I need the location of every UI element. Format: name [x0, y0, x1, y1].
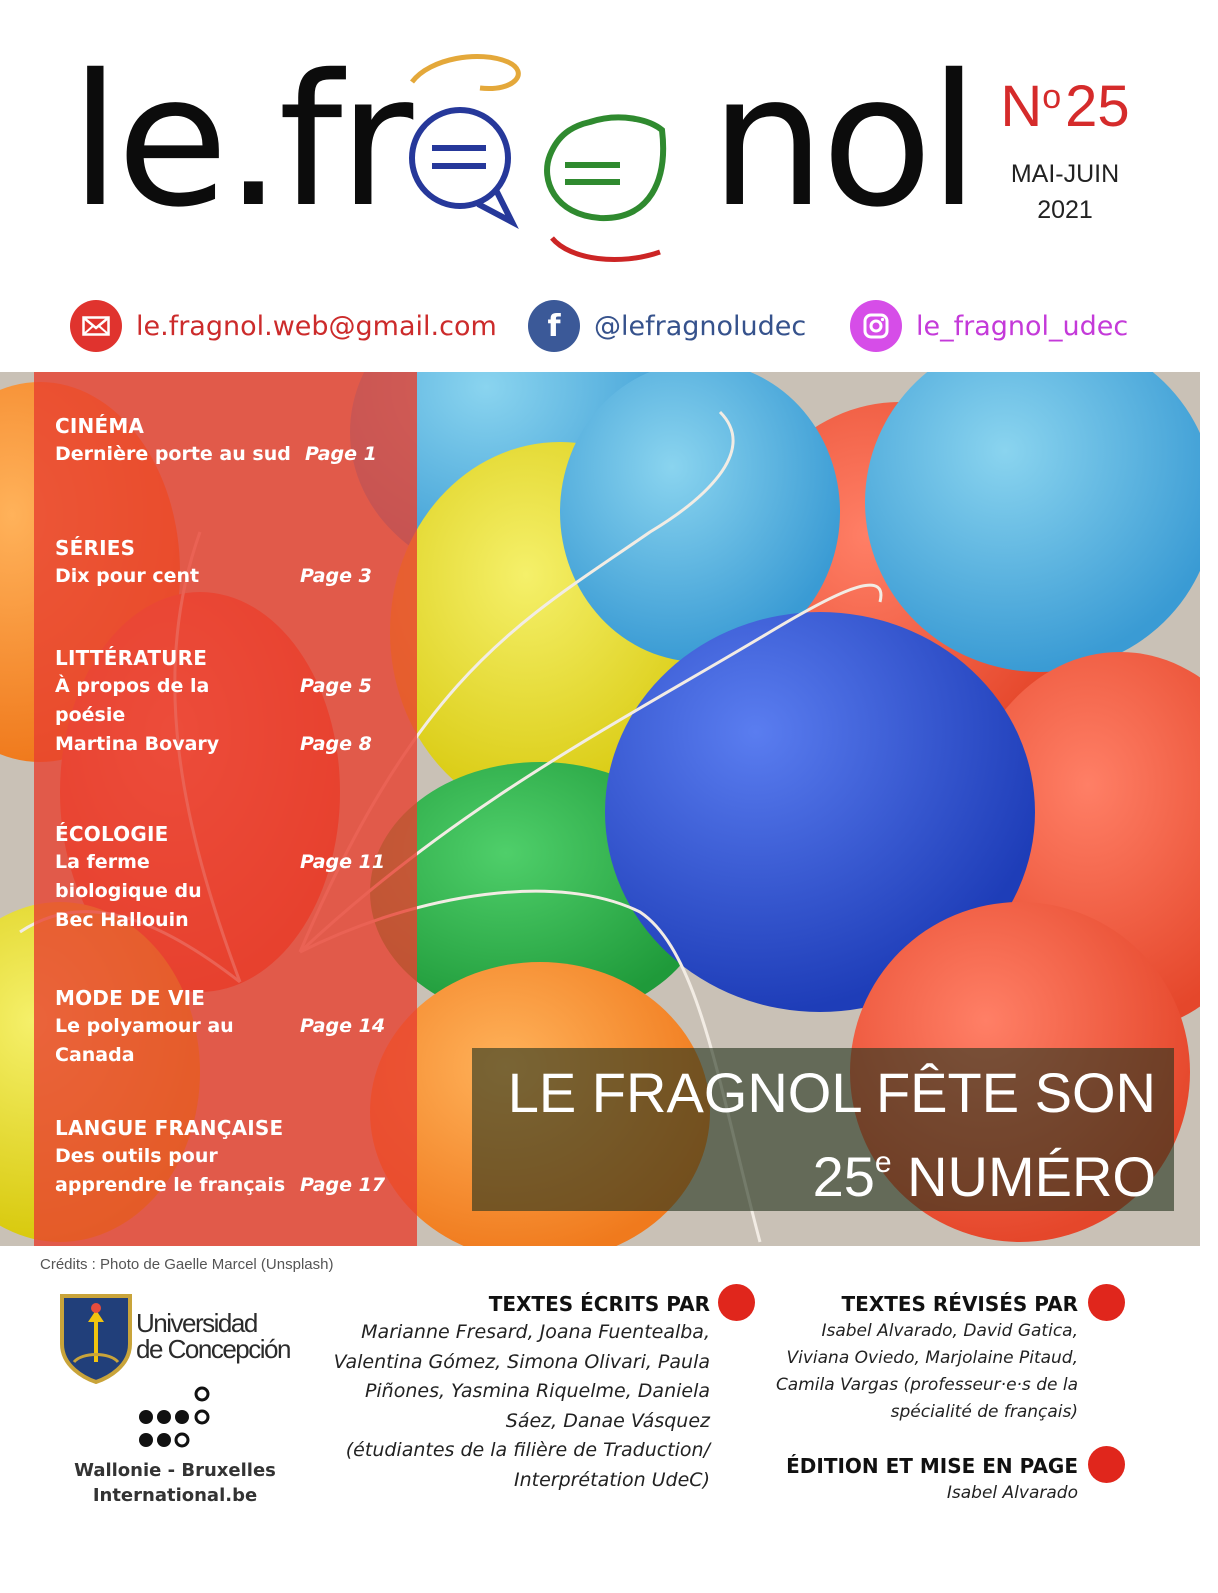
toc-item-title: À propos de la poésie: [55, 675, 210, 726]
issue-number-value: 25: [1065, 74, 1130, 139]
toc-category: LITTÉRATURE: [55, 646, 208, 670]
writers-line: Valentina Gómez, Simona Olivari, Paula: [333, 1350, 710, 1373]
red-bullet-icon: [1088, 1446, 1125, 1483]
envelope-icon: [70, 300, 122, 352]
writers-line: (étudiantes de la filière de Traduction/: [345, 1439, 710, 1461]
cover-headline-box: [472, 1048, 1174, 1211]
toc-section-series: [55, 534, 405, 591]
toc-section-mode-de-vie: [55, 984, 405, 1070]
editing-credits: [718, 1452, 1078, 1507]
headline-line-2: [508, 1128, 1156, 1212]
writers-line: Piñones, Yasmina Riquelme, Daniela: [364, 1380, 710, 1402]
toc-item-page: Page 8: [300, 733, 372, 755]
toc-item[interactable]: [55, 848, 405, 935]
reviewers-names: [718, 1318, 1078, 1426]
toc-item-title: Des outils pour apprendre le français: [55, 1145, 286, 1196]
toc-section-cinema: [55, 412, 405, 469]
toc-category: MODE DE VIE: [55, 986, 206, 1010]
toc-item[interactable]: [55, 440, 405, 469]
reviewers-credits: [718, 1290, 1078, 1426]
reviewers-line: Viviana Oviedo, Marjolaine Pitaud,: [786, 1348, 1078, 1368]
toc-item-page: Page 14: [300, 1015, 386, 1037]
facebook-handle[interactable]: @lefragnoludec: [594, 310, 807, 342]
cover-headline: [508, 1058, 1156, 1212]
reviewers-line: Camila Vargas (professeur·e·s de la: [775, 1375, 1078, 1395]
headline-number: 25: [812, 1145, 875, 1208]
toc-category: CINÉMA: [55, 414, 145, 438]
photo-credits: Crédits : Photo de Gaelle Marcel (Unsplash): [40, 1256, 334, 1273]
reviewers-heading: TEXTES RÉVISÉS PAR: [841, 1292, 1078, 1316]
logo-text-left: le.fr: [70, 35, 410, 247]
wbi-name: [70, 1458, 280, 1508]
toc-section-litterature: [55, 644, 405, 759]
issue-number: [960, 74, 1170, 139]
toc-section-ecologie: [55, 820, 405, 935]
toc-item[interactable]: [55, 672, 405, 730]
toc-item[interactable]: [55, 562, 405, 591]
editing-heading: ÉDITION ET MISE EN PAGE: [786, 1454, 1078, 1478]
reviewers-line: Isabel Alvarado, David Gatica,: [821, 1321, 1078, 1341]
instagram-handle[interactable]: le_fragnol_udec: [916, 310, 1129, 342]
instagram-icon: [850, 300, 902, 352]
email-address[interactable]: le.fragnol.web@gmail.com: [136, 310, 497, 342]
toc-category: SÉRIES: [55, 536, 136, 560]
contact-email[interactable]: [70, 300, 497, 352]
toc-item-page: Page 5: [300, 675, 372, 697]
editing-name: Isabel Alvarado: [946, 1483, 1078, 1503]
toc-item[interactable]: [55, 1142, 405, 1200]
table-of-contents: [34, 372, 417, 1246]
toc-item[interactable]: [55, 730, 405, 759]
headline-rest: NUMÉRO: [891, 1145, 1156, 1208]
writers-line: Sáez, Danae Vásquez: [505, 1409, 710, 1432]
toc-item-page: Page 1: [305, 443, 377, 465]
magazine-logo: [60, 30, 976, 280]
writers-names: [290, 1318, 710, 1495]
issue-period: [960, 156, 1170, 228]
toc-item-title: La ferme biologique du Bec Hallouin: [55, 851, 202, 931]
toc-item-page: Page 11: [300, 851, 386, 873]
writers-line: Interprétation UdeC): [513, 1468, 710, 1491]
toc-item-page: Page 17: [300, 1174, 386, 1196]
red-bullet-icon: [1088, 1284, 1125, 1321]
toc-item-page: Page 3: [300, 565, 372, 587]
writers-line: Marianne Fresard, Joana Fuentealba,: [361, 1321, 710, 1343]
toc-item-title: Le polyamour au Canada: [55, 1015, 234, 1066]
headline-line-1: LE FRAGNOL FÊTE SON: [507, 1061, 1156, 1124]
contact-instagram[interactable]: [850, 300, 1128, 352]
numero-ring-icon: o: [1042, 78, 1062, 116]
toc-item[interactable]: [55, 1012, 405, 1070]
logo-text-right: nol: [710, 35, 976, 247]
toc-item-title: Martina Bovary: [55, 733, 220, 755]
toc-item-title: Dix pour cent: [55, 565, 200, 587]
university-name-line-2: de Concepción: [136, 1334, 290, 1364]
wbi-dots-logo-icon: [136, 1386, 226, 1452]
issue-prefix: N: [1000, 74, 1043, 139]
issue-info: [960, 74, 1170, 228]
toc-category: ÉCOLOGIE: [55, 822, 169, 846]
writers-credits: [290, 1290, 710, 1495]
toc-item-title: Dernière porte au sud: [55, 443, 291, 465]
university-name: [136, 1310, 290, 1362]
issue-months: MAI-JUIN: [1010, 160, 1120, 188]
writers-heading: TEXTES ÉCRITS PAR: [488, 1292, 710, 1316]
issue-year: 2021: [1037, 196, 1093, 224]
university-shield-icon: [58, 1292, 134, 1384]
cover-photo: [0, 372, 1200, 1246]
wbi-name-line-2: International.be: [92, 1485, 258, 1506]
wbi-name-line-1: Wallonie - Bruxelles: [74, 1460, 276, 1481]
facebook-icon: f: [528, 300, 580, 352]
toc-section-langue-francaise: [55, 1114, 405, 1200]
toc-category: LANGUE FRANÇAISE: [55, 1116, 284, 1140]
contact-facebook[interactable]: [528, 300, 806, 352]
reviewers-line: spécialité de français): [890, 1402, 1078, 1422]
headline-ordinal: e: [874, 1146, 892, 1179]
university-name-line-1: Universidad: [136, 1308, 257, 1338]
